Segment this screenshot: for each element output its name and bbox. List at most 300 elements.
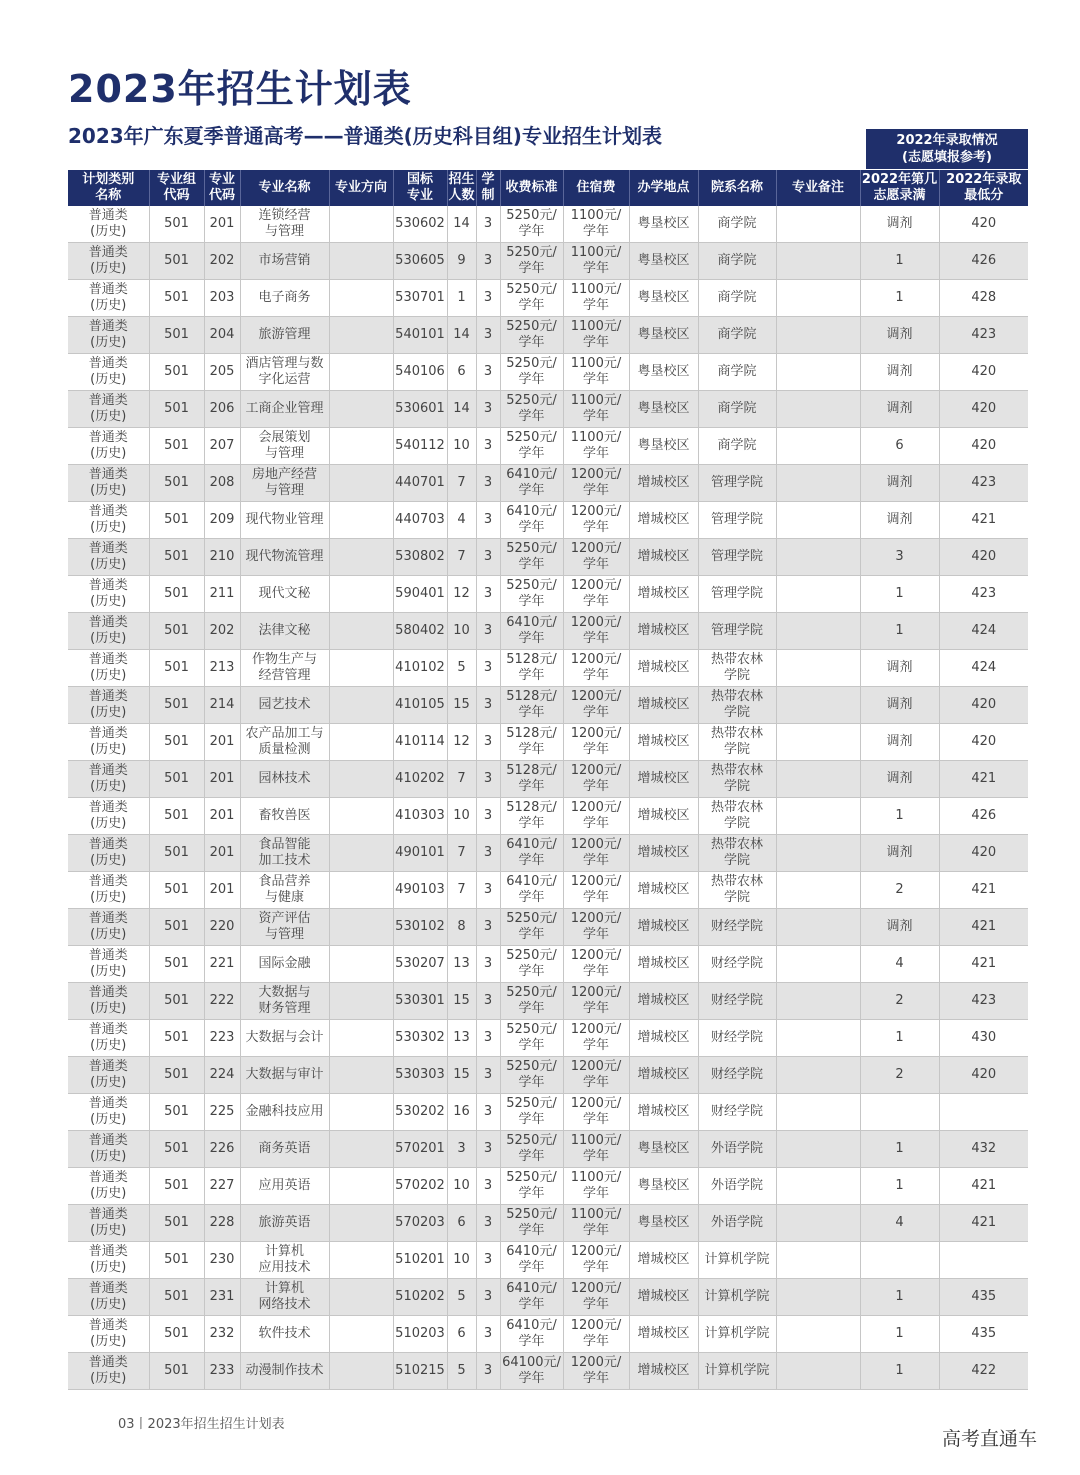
- header-text: 专业方向: [334, 180, 387, 195]
- cell-remark: [776, 1020, 860, 1057]
- cell-min-score: 420: [939, 354, 1028, 391]
- cell-remark: [776, 687, 860, 724]
- cell-national-code: 410303: [393, 798, 447, 835]
- cell-major-direction: [329, 613, 393, 650]
- cell-text: 大数据与审计: [245, 1067, 324, 1082]
- cell-campus: 粤垦校区: [629, 1168, 698, 1205]
- cell-major-code: 208: [204, 465, 240, 502]
- cell-text: 学年: [518, 1038, 545, 1053]
- cell-text: 财务管理: [258, 1001, 311, 1016]
- header-text: 志愿录满: [873, 188, 926, 203]
- cell-major-name: [240, 1057, 329, 1094]
- cell-major-name: [240, 1094, 329, 1131]
- cell-campus: 增城校区: [629, 650, 698, 687]
- cell-tuition: [500, 317, 563, 354]
- cell-department: [698, 650, 776, 687]
- cell-department: [698, 465, 776, 502]
- cell-campus: 增城校区: [629, 1242, 698, 1279]
- cell-national-code: 570203: [393, 1205, 447, 1242]
- cell-major-direction: [329, 391, 393, 428]
- cell-min-score: 423: [939, 317, 1028, 354]
- cell-choice-filled: 2: [860, 1057, 939, 1094]
- header-text: 专业备注: [791, 180, 844, 195]
- cell-national-code: 530605: [393, 243, 447, 280]
- cell-choice-filled: 1: [860, 1279, 939, 1316]
- cell-years: 3: [476, 1168, 500, 1205]
- cell-choice-filled: 调剂: [860, 687, 939, 724]
- cell-text: 学年: [518, 742, 545, 757]
- cell-min-score: 424: [939, 613, 1028, 650]
- cell-tuition: [500, 502, 563, 539]
- table-row: [68, 1353, 1028, 1390]
- cell-group-code: 501: [149, 1057, 204, 1094]
- cell-major-code: 202: [204, 613, 240, 650]
- cell-major-code: 205: [204, 354, 240, 391]
- column-header-group-code: [149, 170, 204, 206]
- cell-dorm-fee: [563, 1168, 629, 1205]
- cell-text: 学年: [582, 668, 609, 683]
- cell-min-score: 423: [939, 576, 1028, 613]
- cell-major-name: [240, 1353, 329, 1390]
- cell-major-code: 214: [204, 687, 240, 724]
- cell-major-direction: [329, 206, 393, 243]
- cell-enroll-count: 6: [447, 354, 476, 391]
- cell-group-code: 501: [149, 1094, 204, 1131]
- cell-campus: 增城校区: [629, 1020, 698, 1057]
- cell-major-name: [240, 539, 329, 576]
- cell-campus: 粤垦校区: [629, 1131, 698, 1168]
- cell-department: [698, 317, 776, 354]
- cell-plan-category: [68, 1131, 149, 1168]
- cell-dorm-fee: [563, 1316, 629, 1353]
- cell-text: 动漫制作技术: [245, 1363, 324, 1378]
- cell-campus: 粤垦校区: [629, 206, 698, 243]
- cell-enroll-count: 7: [447, 465, 476, 502]
- cell-text: (历史): [90, 409, 127, 424]
- cell-text: 商学院: [717, 438, 757, 453]
- cell-campus: 增城校区: [629, 798, 698, 835]
- cell-text: 会展策划: [258, 430, 311, 445]
- cell-plan-category: [68, 946, 149, 983]
- cell-major-direction: [329, 1316, 393, 1353]
- cell-major-code: 213: [204, 650, 240, 687]
- cell-text: 热带农林: [710, 726, 763, 741]
- cell-text: 热带农林: [710, 763, 763, 778]
- cell-text: (历史): [90, 1112, 127, 1127]
- cell-text: 1200元/: [570, 689, 622, 704]
- cell-remark: [776, 650, 860, 687]
- cell-campus: 增城校区: [629, 835, 698, 872]
- cell-major-name: [240, 1242, 329, 1279]
- cell-text: 1200元/: [570, 985, 622, 1000]
- cell-tuition: [500, 280, 563, 317]
- cell-text: 学年: [518, 927, 545, 942]
- cell-text: 财经学院: [710, 1067, 763, 1082]
- cell-campus: 增城校区: [629, 946, 698, 983]
- cell-years: 3: [476, 280, 500, 317]
- cell-text: 字化运营: [258, 372, 311, 387]
- cell-major-direction: [329, 539, 393, 576]
- cell-text: 大数据与会计: [245, 1030, 324, 1045]
- cell-department: [698, 761, 776, 798]
- cell-text: 与管理: [264, 224, 304, 239]
- cell-text: 1200元/: [570, 948, 622, 963]
- cell-text: 普通类: [88, 948, 128, 963]
- cell-dorm-fee: [563, 798, 629, 835]
- cell-text: 5250元/: [506, 985, 557, 1000]
- cell-group-code: 501: [149, 835, 204, 872]
- cell-text: 1100元/: [570, 356, 622, 371]
- cell-enroll-count: 12: [447, 724, 476, 761]
- column-header-major-name: [240, 170, 329, 206]
- cell-text: 计算机: [264, 1281, 304, 1296]
- cell-text: 普通类: [88, 541, 128, 556]
- cell-text: 5250元/: [506, 282, 557, 297]
- cell-text: 加工技术: [258, 853, 311, 868]
- cell-choice-filled: 1: [860, 576, 939, 613]
- cell-major-code: 201: [204, 206, 240, 243]
- table-row: [68, 243, 1028, 280]
- cell-text: 学年: [518, 816, 545, 831]
- cell-major-name: [240, 687, 329, 724]
- cell-major-direction: [329, 835, 393, 872]
- cell-min-score: 421: [939, 1168, 1028, 1205]
- cell-dorm-fee: [563, 1057, 629, 1094]
- cell-plan-category: [68, 502, 149, 539]
- cell-department: [698, 391, 776, 428]
- cell-text: 5250元/: [506, 1059, 557, 1074]
- cell-national-code: 540106: [393, 354, 447, 391]
- cell-text: 财经学院: [710, 993, 763, 1008]
- cell-department: [698, 798, 776, 835]
- cell-text: 外语学院: [710, 1141, 763, 1156]
- cell-text: 学年: [518, 853, 545, 868]
- cell-remark: [776, 872, 860, 909]
- cell-dorm-fee: [563, 1131, 629, 1168]
- cell-plan-category: [68, 1316, 149, 1353]
- cell-text: 学年: [582, 557, 609, 572]
- cell-plan-category: [68, 428, 149, 465]
- cell-text: 1100元/: [570, 319, 622, 334]
- cell-major-direction: [329, 502, 393, 539]
- cell-group-code: 501: [149, 1131, 204, 1168]
- cell-text: 财经学院: [710, 919, 763, 934]
- cell-text: 商务英语: [258, 1141, 311, 1156]
- cell-major-code: 206: [204, 391, 240, 428]
- cell-enroll-count: 5: [447, 1353, 476, 1390]
- cell-remark: [776, 613, 860, 650]
- cell-dorm-fee: [563, 946, 629, 983]
- cell-national-code: 510201: [393, 1242, 447, 1279]
- cell-national-code: 530202: [393, 1094, 447, 1131]
- cell-remark: [776, 280, 860, 317]
- cell-tuition: [500, 1168, 563, 1205]
- cell-remark: [776, 465, 860, 502]
- cell-group-code: 501: [149, 613, 204, 650]
- cell-department: [698, 1242, 776, 1279]
- cell-text: 学年: [582, 1075, 609, 1090]
- cell-enroll-count: 14: [447, 317, 476, 354]
- cell-plan-category: [68, 354, 149, 391]
- cell-text: 学年: [582, 816, 609, 831]
- cell-major-code: 201: [204, 798, 240, 835]
- cell-national-code: 410102: [393, 650, 447, 687]
- cell-years: 3: [476, 798, 500, 835]
- cell-national-code: 410105: [393, 687, 447, 724]
- table-row: [68, 1279, 1028, 1316]
- cell-dorm-fee: [563, 650, 629, 687]
- cell-plan-category: [68, 1168, 149, 1205]
- cell-text: 5250元/: [506, 1022, 557, 1037]
- cell-major-direction: [329, 1168, 393, 1205]
- cell-tuition: [500, 1316, 563, 1353]
- header-text: 名称: [95, 188, 122, 203]
- cell-text: 普通类: [88, 1170, 128, 1185]
- cell-major-code: 201: [204, 724, 240, 761]
- header-text: 2022年录取: [946, 172, 1022, 187]
- cell-tuition: [500, 1353, 563, 1390]
- cell-text: 普通类: [88, 985, 128, 1000]
- cell-text: 学年: [582, 1001, 609, 1016]
- cell-min-score: 426: [939, 243, 1028, 280]
- cell-tuition: [500, 613, 563, 650]
- cell-text: 热带农林: [710, 689, 763, 704]
- table-row: [68, 428, 1028, 465]
- cell-major-direction: [329, 1020, 393, 1057]
- cell-text: 1200元/: [570, 874, 622, 889]
- cell-text: 学年: [582, 853, 609, 868]
- cell-text: 学年: [518, 964, 545, 979]
- cell-major-name: [240, 1131, 329, 1168]
- cell-text: 商学院: [717, 216, 757, 231]
- cell-text: 5250元/: [506, 208, 557, 223]
- cell-major-name: [240, 1205, 329, 1242]
- cell-campus: 增城校区: [629, 502, 698, 539]
- cell-group-code: 501: [149, 428, 204, 465]
- cell-text: (历史): [90, 964, 127, 979]
- cell-plan-category: [68, 650, 149, 687]
- cell-text: 学年: [582, 298, 609, 313]
- cell-min-score: 420: [939, 1057, 1028, 1094]
- cell-text: 普通类: [88, 837, 128, 852]
- cell-tuition: [500, 576, 563, 613]
- cell-text: 5250元/: [506, 578, 557, 593]
- cell-text: 普通类: [88, 504, 128, 519]
- cell-tuition: [500, 206, 563, 243]
- column-header-enroll-count: [447, 170, 476, 206]
- cell-text: 软件技术: [258, 1326, 311, 1341]
- cell-enroll-count: 16: [447, 1094, 476, 1131]
- cell-text: 5128元/: [506, 652, 557, 667]
- cell-choice-filled: [860, 1242, 939, 1279]
- cell-years: 3: [476, 576, 500, 613]
- cell-text: 管理学院: [710, 475, 763, 490]
- cell-text: 5250元/: [506, 948, 557, 963]
- cell-text: 6410元/: [506, 1281, 557, 1296]
- cell-remark: [776, 909, 860, 946]
- cell-text: 普通类: [88, 208, 128, 223]
- cell-text: 国际金融: [258, 956, 311, 971]
- cell-text: (历史): [90, 927, 127, 942]
- cell-major-name: [240, 1020, 329, 1057]
- cell-group-code: 501: [149, 465, 204, 502]
- cell-text: 与管理: [264, 927, 304, 942]
- cell-group-code: 501: [149, 576, 204, 613]
- table-row: [68, 206, 1028, 243]
- cell-plan-category: [68, 872, 149, 909]
- cell-text: 1200元/: [570, 652, 622, 667]
- cell-dorm-fee: [563, 872, 629, 909]
- cell-tuition: [500, 1131, 563, 1168]
- cell-text: 学年: [518, 372, 545, 387]
- cell-tuition: [500, 798, 563, 835]
- cell-min-score: 420: [939, 391, 1028, 428]
- cell-text: 5128元/: [506, 763, 557, 778]
- cell-text: 1200元/: [570, 615, 622, 630]
- cell-text: 资产评估: [258, 911, 311, 926]
- cell-text: 学年: [582, 224, 609, 239]
- cell-text: 管理学院: [710, 586, 763, 601]
- cell-plan-category: [68, 687, 149, 724]
- cell-text: 6410元/: [506, 837, 557, 852]
- cell-dorm-fee: [563, 539, 629, 576]
- table-row: [68, 1057, 1028, 1094]
- cell-campus: 粤垦校区: [629, 428, 698, 465]
- admission-info-header: [866, 129, 1028, 169]
- column-header-choice-filled: [860, 170, 939, 206]
- cell-major-direction: [329, 465, 393, 502]
- cell-remark: [776, 761, 860, 798]
- cell-group-code: 501: [149, 354, 204, 391]
- cell-remark: [776, 391, 860, 428]
- cell-text: 旅游英语: [258, 1215, 311, 1230]
- cell-tuition: [500, 909, 563, 946]
- cell-choice-filled: 3: [860, 539, 939, 576]
- cell-plan-category: [68, 835, 149, 872]
- cell-text: 外语学院: [710, 1215, 763, 1230]
- cell-min-score: 423: [939, 983, 1028, 1020]
- cell-major-name: [240, 1316, 329, 1353]
- cell-text: 1100元/: [570, 1170, 622, 1185]
- cell-text: 学年: [518, 1075, 545, 1090]
- cell-group-code: 501: [149, 1316, 204, 1353]
- cell-text: 外语学院: [710, 1178, 763, 1193]
- cell-text: 学年: [582, 705, 609, 720]
- cell-department: [698, 280, 776, 317]
- cell-text: 普通类: [88, 578, 128, 593]
- cell-text: 学年: [518, 1001, 545, 1016]
- cell-text: 商学院: [717, 290, 757, 305]
- cell-department: [698, 835, 776, 872]
- cell-campus: 粤垦校区: [629, 354, 698, 391]
- cell-text: 1200元/: [570, 800, 622, 815]
- cell-text: 食品智能: [258, 837, 311, 852]
- cell-major-direction: [329, 872, 393, 909]
- cell-tuition: [500, 465, 563, 502]
- cell-text: 学院: [723, 890, 750, 905]
- table-row: [68, 465, 1028, 502]
- cell-plan-category: [68, 1020, 149, 1057]
- cell-major-code: 201: [204, 835, 240, 872]
- cell-choice-filled: 1: [860, 1131, 939, 1168]
- cell-text: (历史): [90, 1186, 127, 1201]
- cell-department: [698, 243, 776, 280]
- table-row: [68, 391, 1028, 428]
- cell-remark: [776, 1242, 860, 1279]
- cell-text: 现代物流管理: [245, 549, 324, 564]
- cell-text: 6410元/: [506, 1318, 557, 1333]
- cell-text: 1200元/: [570, 467, 622, 482]
- cell-dorm-fee: [563, 465, 629, 502]
- header-text: 最低分: [964, 188, 1004, 203]
- cell-dorm-fee: [563, 354, 629, 391]
- cell-campus: 增城校区: [629, 1279, 698, 1316]
- cell-text: 学年: [582, 1186, 609, 1201]
- header-text: 人数: [448, 188, 475, 203]
- cell-plan-category: [68, 909, 149, 946]
- cell-choice-filled: 调剂: [860, 465, 939, 502]
- cell-text: 1100元/: [570, 1207, 622, 1222]
- cell-text: 商学院: [717, 401, 757, 416]
- cell-tuition: [500, 761, 563, 798]
- cell-text: 6410元/: [506, 874, 557, 889]
- cell-major-code: 201: [204, 761, 240, 798]
- cell-text: 商学院: [717, 253, 757, 268]
- table-row: [68, 724, 1028, 761]
- cell-remark: [776, 1353, 860, 1390]
- cell-enroll-count: 10: [447, 1168, 476, 1205]
- column-header-remark: [776, 170, 860, 206]
- cell-years: 3: [476, 835, 500, 872]
- cell-years: 3: [476, 1353, 500, 1390]
- cell-min-score: 421: [939, 872, 1028, 909]
- cell-enroll-count: 6: [447, 1316, 476, 1353]
- cell-dorm-fee: [563, 1094, 629, 1131]
- column-header-plan-category: [68, 170, 149, 206]
- cell-text: 普通类: [88, 1281, 128, 1296]
- table-row: [68, 909, 1028, 946]
- cell-text: 财经学院: [710, 1104, 763, 1119]
- cell-text: 1200元/: [570, 1096, 622, 1111]
- cell-tuition: [500, 687, 563, 724]
- cell-campus: 增城校区: [629, 539, 698, 576]
- cell-text: 普通类: [88, 763, 128, 778]
- cell-department: [698, 1279, 776, 1316]
- cell-dorm-fee: [563, 613, 629, 650]
- cell-major-direction: [329, 1094, 393, 1131]
- cell-department: [698, 687, 776, 724]
- cell-text: 学年: [582, 446, 609, 461]
- table-row: [68, 576, 1028, 613]
- table-row: [68, 1205, 1028, 1242]
- cell-plan-category: [68, 243, 149, 280]
- cell-major-code: 209: [204, 502, 240, 539]
- cell-min-score: 424: [939, 650, 1028, 687]
- cell-text: 学年: [518, 1334, 545, 1349]
- cell-text: 学年: [518, 224, 545, 239]
- cell-min-score: 423: [939, 465, 1028, 502]
- cell-group-code: 501: [149, 206, 204, 243]
- cell-department: [698, 909, 776, 946]
- cell-major-name: [240, 206, 329, 243]
- cell-remark: [776, 428, 860, 465]
- cell-tuition: [500, 872, 563, 909]
- cell-campus: 增城校区: [629, 724, 698, 761]
- cell-text: (历史): [90, 372, 127, 387]
- cell-text: 现代物业管理: [245, 512, 324, 527]
- cell-text: 普通类: [88, 467, 128, 482]
- cell-text: 1200元/: [570, 1059, 622, 1074]
